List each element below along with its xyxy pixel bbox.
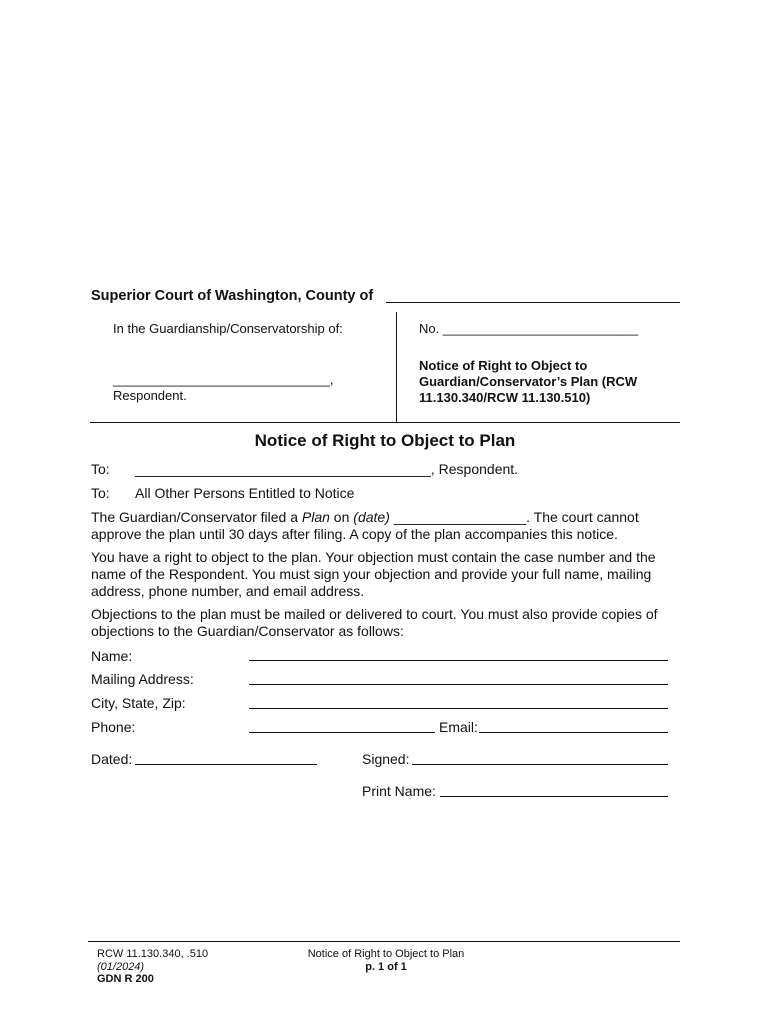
signed-label: Signed: <box>362 751 410 767</box>
right-to-object-paragraph: You have a right to object to the plan. Your objection must contain the case number and the name of the Respondent. You must sign your objection and provide your full name, mailing address, phone number, and email address. <box>91 549 656 599</box>
city-state-zip-label: City, State, Zip: <box>91 695 186 711</box>
email-line[interactable] <box>479 732 668 733</box>
in-guardianship-label: In the Guardianship/Conservatorship of: <box>113 321 343 336</box>
phone-line[interactable] <box>249 732 435 733</box>
name-label: Name: <box>91 648 133 664</box>
phone-label: Phone: <box>91 719 136 735</box>
para1-plan-word: Plan <box>301 509 330 525</box>
footer-page: p. 1 of 1 <box>365 960 407 973</box>
court-header: Superior Court of Washington, County of <box>91 288 374 304</box>
plan-filed-paragraph <box>91 509 671 543</box>
respondent-name-blank[interactable]: ______________________________, <box>113 372 334 387</box>
name-line[interactable] <box>249 660 668 661</box>
footer-center-title: Notice of Right to Object to Plan <box>307 948 465 960</box>
dated-label: Dated: <box>91 751 133 767</box>
caption-form-title: Notice of Right to Object to Guardian/Conservator’s Plan (RCW 11.130.340/RCW 11.130.510) <box>419 358 638 405</box>
footer-left <box>97 948 208 986</box>
mailing-address-line[interactable] <box>249 684 668 685</box>
signature-line[interactable] <box>412 764 668 765</box>
objections-delivery-paragraph: Objections to the plan must be mailed or delivered to court. You must also provide copies of objections to the Guardian/Conservator as follows: <box>91 606 658 639</box>
plan-date-blank[interactable]: _________________ <box>389 509 527 525</box>
caption-divider-horizontal <box>90 422 680 423</box>
dated-line[interactable] <box>135 764 317 765</box>
email-label: Email: <box>439 719 478 735</box>
footer-center <box>286 948 486 973</box>
print-name-line[interactable] <box>440 796 668 797</box>
mailing-address-label: Mailing Address: <box>91 671 194 687</box>
footer-form-id: GDN R 200 <box>97 973 154 985</box>
para1-pre: The Guardian/Conservator filed a <box>91 509 302 525</box>
to-label-others: To: <box>91 485 110 501</box>
case-number-field[interactable]: No. ___________________________ <box>419 321 639 336</box>
footer-rule <box>88 941 680 942</box>
county-blank-line[interactable] <box>386 302 680 303</box>
to-label-respondent: To: <box>91 461 110 477</box>
footer-rcw: RCW 11.130.340, .510 <box>97 948 209 960</box>
to-others-text: All Other Persons Entitled to Notice <box>135 485 355 501</box>
footer-date: (01/2024) <box>97 960 145 973</box>
caption-divider-vertical <box>396 312 397 422</box>
print-name-label: Print Name: <box>362 783 436 799</box>
para1-mid: on <box>329 509 354 525</box>
city-state-zip-line[interactable] <box>249 708 668 709</box>
document-title: Notice of Right to Object to Plan <box>254 431 516 450</box>
para1-date-word: (date) <box>353 509 390 525</box>
para1-post: . The court cannot approve the plan until 30 days after filing. A copy of the plan accompanies this notice. <box>91 509 639 542</box>
to-respondent-blank[interactable]: ______________________________________, Respondent. <box>135 461 519 477</box>
respondent-label: Respondent. <box>113 388 187 403</box>
